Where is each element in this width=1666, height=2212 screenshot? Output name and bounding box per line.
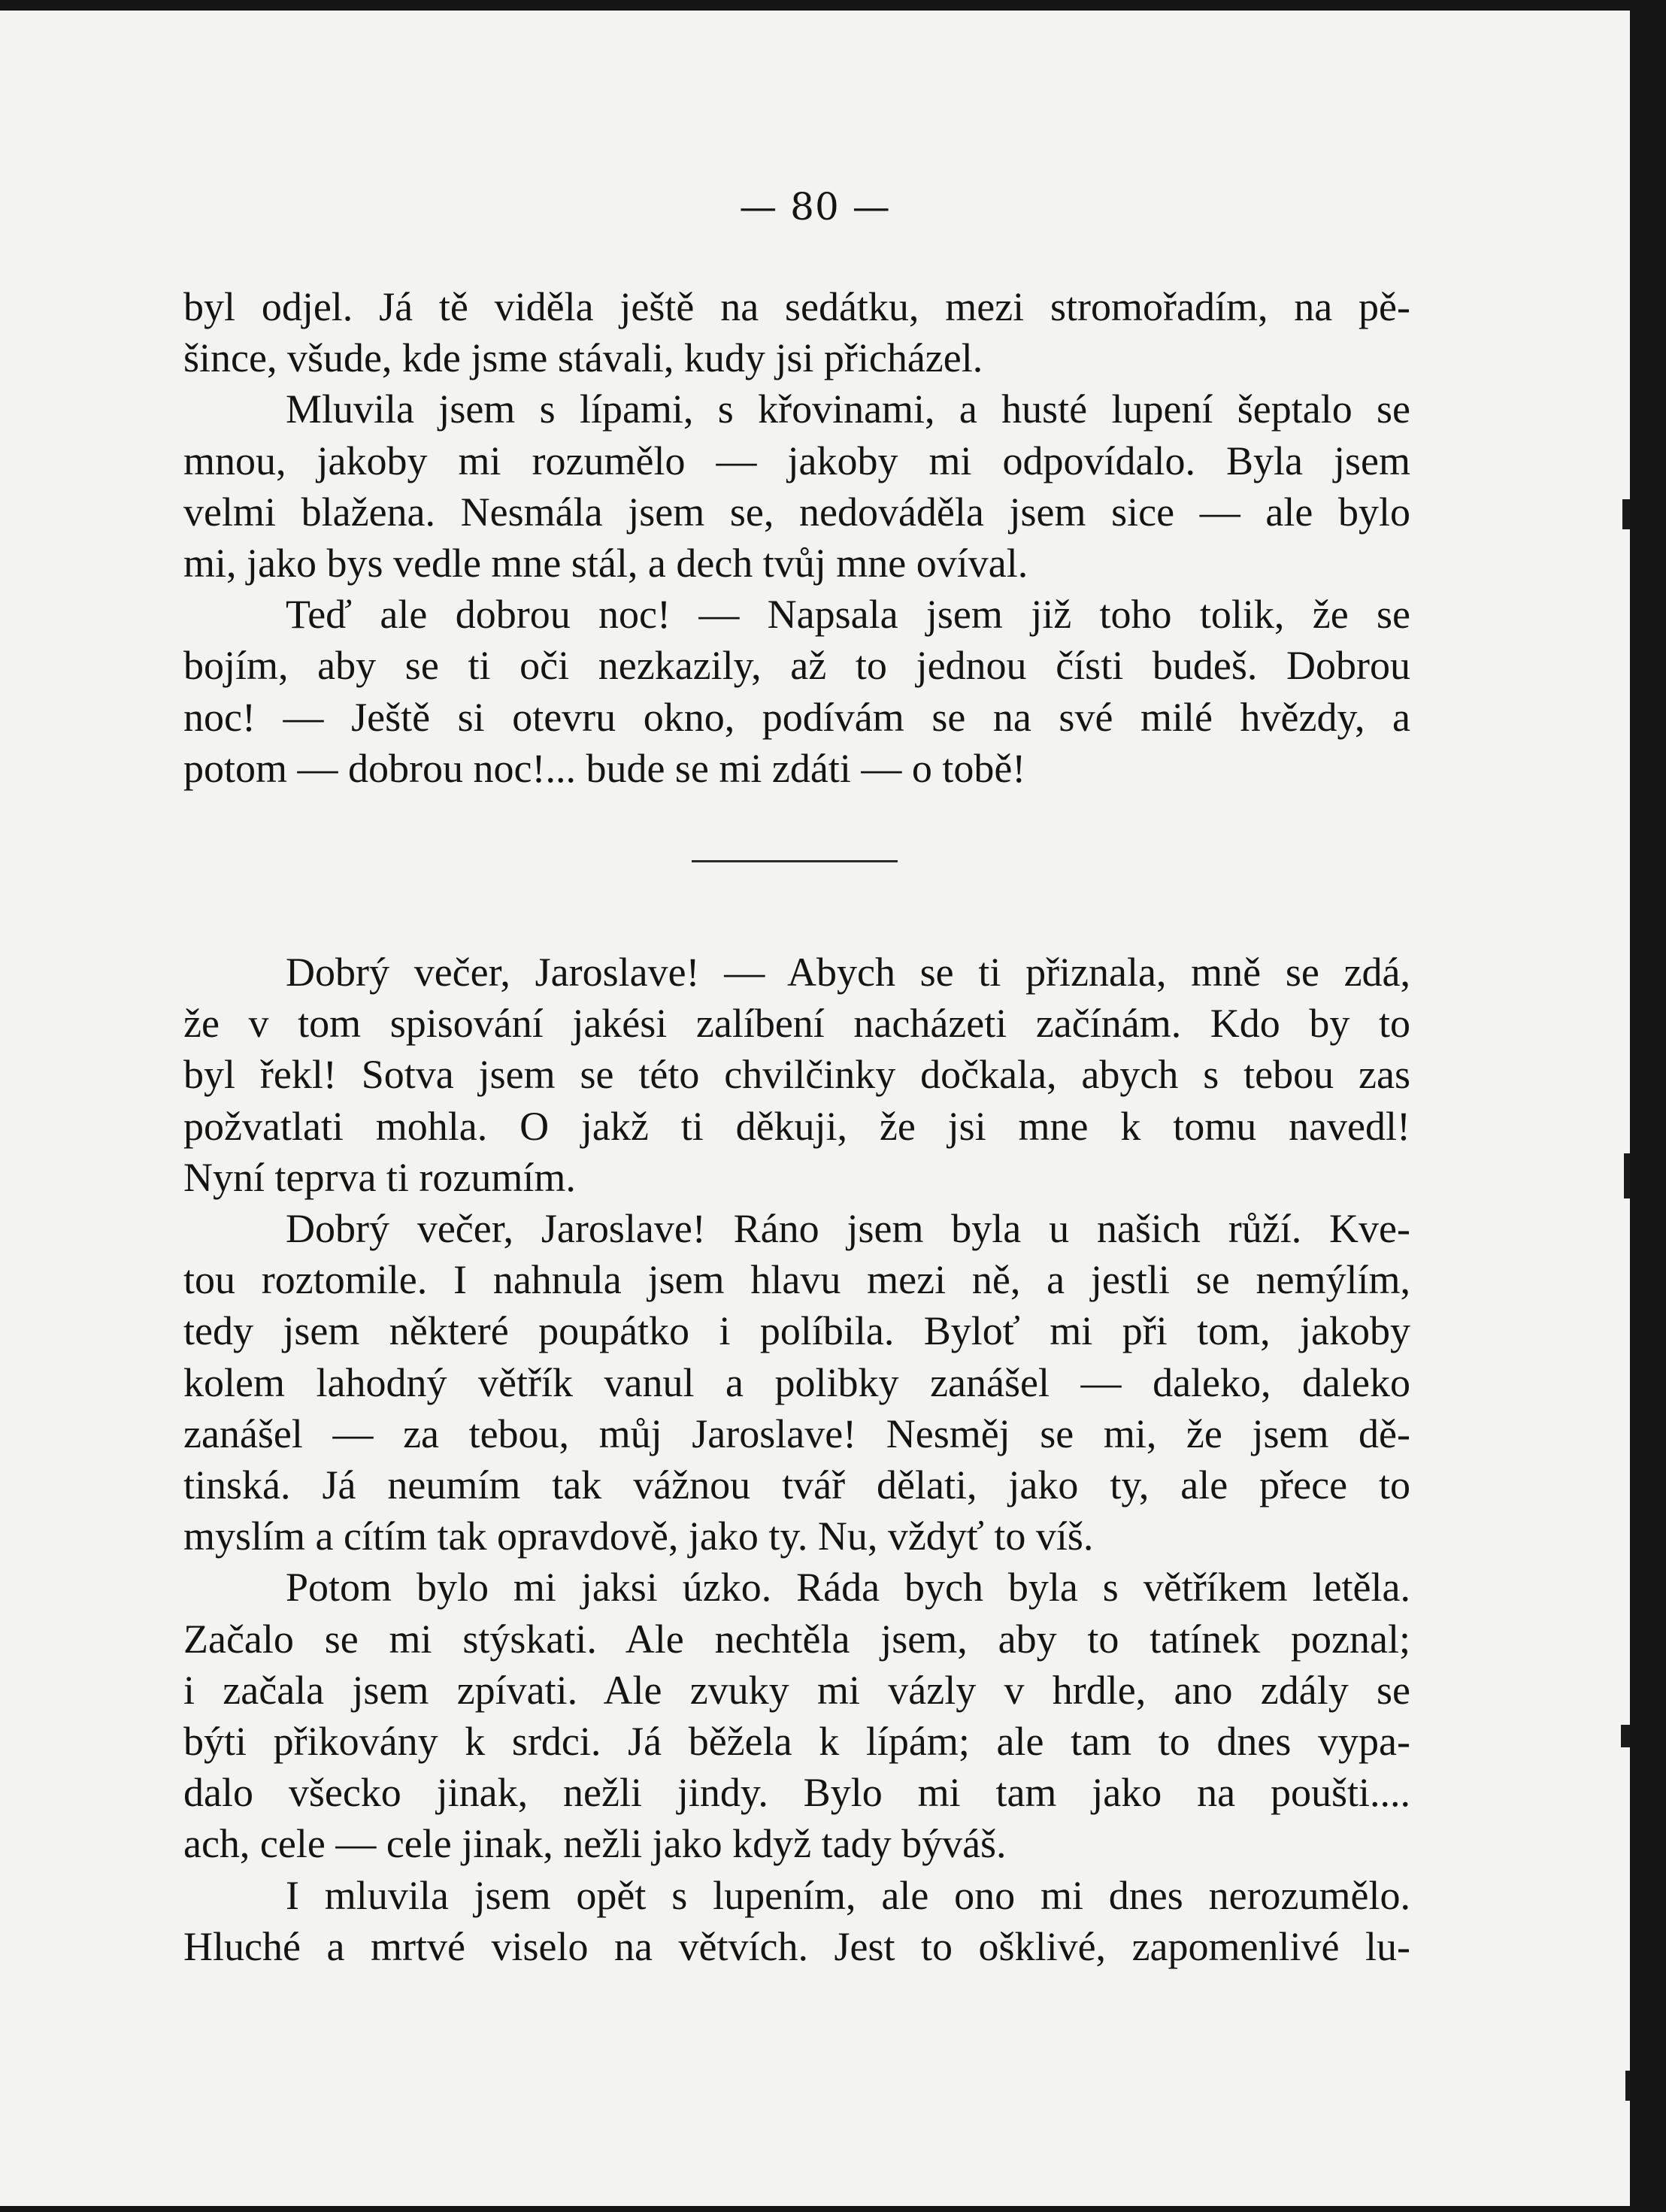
text-line: Teď ale dobrou noc! — Napsala jsem již toho tolik, že se (286, 592, 1410, 638)
binding-mark (1621, 1725, 1630, 1747)
text-line: i začala jsem zpívati. Ale zvuky mi vázly v hrdle, ano zdály se (183, 1667, 1410, 1713)
text-line: šince, všude, kde jsme stávali, kudy jsi přicházel. (183, 335, 983, 381)
binding-mark (1625, 2071, 1630, 2101)
text-line: noc! — Ještě si otevru okno, podívám se na své milé hvězdy, a (183, 694, 1410, 740)
text-line: tou roztomile. I nahnula jsem hlavu mezi ně, a jestli se nemýlím, (183, 1257, 1410, 1303)
text-line: Začalo se mi stýskati. Ale nechtěla jsem, aby to tatínek poznal; (183, 1616, 1410, 1662)
text-line: požvatlati mohla. O jakž ti děkuji, že jsi mne k tomu navedl! (183, 1103, 1410, 1149)
page-number: — 80 — (739, 185, 891, 229)
text-line: bojím, aby se ti oči nezkazily, až to jednou čísti budeš. Dobrou (183, 643, 1410, 689)
text-line: velmi blažena. Nesmála jsem se, nedováděla jsem sice — ale bylo (183, 489, 1410, 535)
text-line: I mluvila jsem opět s lupením, ale ono mi dnes nerozumělo. (286, 1872, 1410, 1918)
text-line: byl řekl! Sotva jsem se této chvilčinky dočkala, abych s tebou zas (183, 1052, 1410, 1098)
text-line: Dobrý večer, Jaroslave! — Abych se ti přiznala, mně se zdá, (286, 950, 1410, 995)
text-section-1 (183, 281, 1410, 794)
section-divider (692, 860, 898, 862)
text-line: zanášel — za tebou, můj Jaroslave! Nesměj se mi, že jsem dě- (183, 1411, 1410, 1456)
text-line: tinská. Já neumím tak vážnou tvář dělati, jako ty, ale přece to (183, 1462, 1410, 1508)
binding-mark (1624, 1153, 1630, 1198)
text-line: byl odjel. Já tě viděla ještě na sedátku, mezi stromořadím, na pě- (183, 284, 1410, 329)
text-line: myslím a cítím tak opravdově, jako ty. Nu, vždyť to víš. (183, 1514, 1094, 1559)
text-line: mi, jako bys vedle mne stál, a dech tvůj mne ovíval. (183, 541, 1028, 586)
text-line: potom — dobrou noc!... bude se mi zdáti — o tobě! (183, 745, 1026, 791)
text-line: býti přikovány k srdci. Já běžela k lípám; ale tam to dnes vypa- (183, 1719, 1410, 1765)
text-line: kolem lahodný větřík vanul a polibky zanášel — daleko, daleko (183, 1359, 1410, 1405)
text-line: Mluvila jsem s lípami, s křovinami, a husté lupení šeptalo se (286, 386, 1410, 432)
text-line: Dobrý večer, Jaroslave! Ráno jsem byla u našich růží. Kve- (286, 1206, 1410, 1252)
text-line: Hluché a mrtvé viselo na větvích. Jest to ošklivé, zapomenlivé lu- (183, 1923, 1410, 1969)
text-line: dalo všecko jinak, nežli jindy. Bylo mi tam jako na poušti.... (183, 1770, 1410, 1816)
book-page (0, 11, 1630, 2206)
text-line: mnou, jakoby mi rozumělo — jakoby mi odpovídalo. Byla jsem (183, 438, 1410, 483)
text-line: ach, cele — cele jinak, nežli jako když tady býváš. (183, 1821, 1007, 1867)
text-line: že v tom spisování jakési zalíbení nacházeti začínám. Kdo by to (183, 1001, 1410, 1047)
text-line: tedy jsem některé poupátko i políbila. Byloť mi při tom, jakoby (183, 1308, 1410, 1354)
text-line: Potom bylo mi jaksi úzko. Ráda bych byla s větříkem letěla. (286, 1565, 1410, 1611)
text-line: Nyní teprva ti rozumím. (183, 1154, 576, 1200)
text-section-2 (183, 947, 1410, 1972)
binding-mark (1622, 499, 1630, 529)
